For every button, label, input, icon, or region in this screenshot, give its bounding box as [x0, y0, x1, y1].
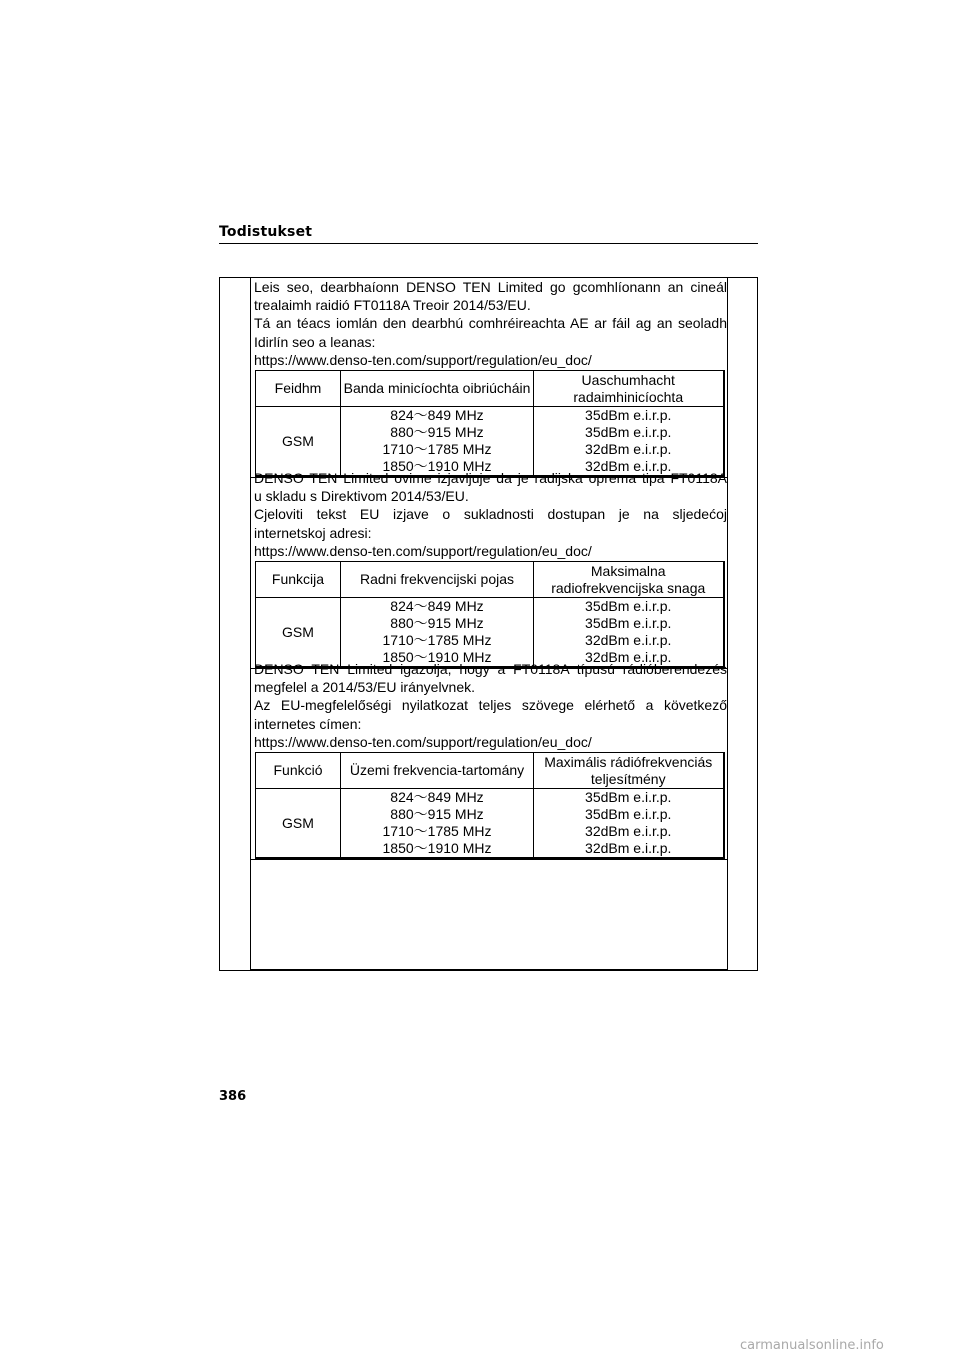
header-cell: Maksimalna radiofrekvencijska snaga: [534, 562, 724, 598]
frequency-table: [255, 561, 725, 668]
header-cell: Banda minicíochta oibriúcháin: [341, 371, 534, 407]
text-line: megfelel a 2014/53/EU irányelvnek.: [254, 679, 476, 696]
power-value: 35dBm e.i.r.p.: [585, 789, 672, 806]
band-cell: [341, 598, 534, 668]
power-value: 32dBm e.i.r.p.: [585, 649, 672, 666]
header-cell: Maximális rádiófrekvenciás teljesítmény: [534, 753, 724, 789]
power-value: 35dBm e.i.r.p.: [585, 424, 672, 441]
band-cell: [341, 407, 534, 477]
doc-url: https://www.denso-ten.com/support/regulation/eu_doc/: [254, 351, 592, 368]
power-value: 35dBm e.i.r.p.: [585, 407, 672, 424]
band-value: 1850～1910 MHz: [382, 840, 492, 857]
text-line: Idirlín seo a leanas:: [254, 333, 376, 350]
doc-url: https://www.denso-ten.com/support/regulation/eu_doc/: [254, 542, 592, 559]
band-value: 824～849 MHz: [390, 598, 484, 615]
table-header-row: [256, 371, 724, 407]
band-value: 1710～1785 MHz: [382, 823, 492, 840]
band-value: 880～915 MHz: [390, 806, 484, 823]
text-line: internetes címen:: [254, 715, 362, 732]
header-cell: Funkcija: [256, 562, 341, 598]
band-value: 1710～1785 MHz: [382, 632, 492, 649]
header-cell: Funkció: [256, 753, 341, 789]
power-value: 32dBm e.i.r.p.: [585, 823, 672, 840]
function-cell: GSM: [256, 598, 341, 668]
text-line: internetskoj adresi:: [254, 524, 372, 541]
power-value: 35dBm e.i.r.p.: [585, 598, 672, 615]
page-number: 386: [219, 1089, 247, 1104]
power-value: 32dBm e.i.r.p.: [585, 441, 672, 458]
declaration-croatian: [251, 469, 727, 669]
band-value: 824～849 MHz: [390, 407, 484, 424]
header-cell: Üzemi frekvencia-tartomány: [341, 753, 534, 789]
table-row: [256, 598, 724, 668]
header-divider: [219, 243, 758, 244]
text-line: Tá an téacs iomlán den dearbhú comhréireachta AE ar fáil ag an seoladh: [254, 315, 727, 332]
header-cell: Uaschumhacht radaimhinicíochta: [534, 371, 724, 407]
power-value: 35dBm e.i.r.p.: [585, 615, 672, 632]
power-value: 32dBm e.i.r.p.: [585, 458, 672, 475]
function-cell: GSM: [256, 407, 341, 477]
text-line: Cjeloviti tekst EU izjave o sukladnosti dostupan je na sljedećoj: [254, 506, 727, 523]
text-line: trealaimh raidió FT0118A Treoir 2014/53/EU.: [254, 297, 531, 314]
power-cell: [534, 598, 724, 668]
text-line: Az EU-megfelelőségi nyilatkozat teljes szövege elérhető a következő: [254, 697, 727, 714]
frequency-table: [255, 370, 725, 477]
header-cell: Radni frekvencijski pojas: [341, 562, 534, 598]
band-value: 824～849 MHz: [390, 789, 484, 806]
text-line: u skladu s Direktivom 2014/53/EU.: [254, 488, 469, 505]
header-cell: Feidhm: [256, 371, 341, 407]
text-line: Leis seo, dearbhaíonn DENSO TEN Limited go gcomhlíonann an cineál: [254, 279, 727, 295]
frequency-table: [255, 752, 725, 859]
power-cell: [534, 407, 724, 477]
table-row: [256, 789, 724, 859]
text-line: DENSO TEN Limited igazolja, hogy a FT0118A típusú rádióberendezés: [254, 661, 727, 677]
section-title: Todistukset: [219, 224, 313, 240]
band-value: 880～915 MHz: [390, 615, 484, 632]
power-value: 32dBm e.i.r.p.: [585, 632, 672, 649]
declaration-text: [251, 469, 727, 560]
declaration-hungarian: [251, 660, 727, 860]
watermark-link[interactable]: carmanualsonline.info: [740, 1338, 884, 1353]
declaration-irish: [251, 278, 727, 478]
table-row: [256, 407, 724, 477]
band-cell: [341, 789, 534, 859]
power-cell: [534, 789, 724, 859]
table-header-row: [256, 753, 724, 789]
band-value: 1710～1785 MHz: [382, 441, 492, 458]
band-value: 1850～1910 MHz: [382, 458, 492, 475]
power-value: 32dBm e.i.r.p.: [585, 840, 672, 857]
declaration-text: [251, 278, 727, 369]
band-value: 880～915 MHz: [390, 424, 484, 441]
doc-url: https://www.denso-ten.com/support/regulation/eu_doc/: [254, 733, 592, 750]
table-header-row: [256, 562, 724, 598]
band-value: 1850～1910 MHz: [382, 649, 492, 666]
declaration-text: [251, 660, 727, 751]
power-value: 35dBm e.i.r.p.: [585, 806, 672, 823]
function-cell: GSM: [256, 789, 341, 859]
text-line: DENSO TEN Limited ovime izjavljuje da je radijska oprema tipa FT0118A: [254, 470, 727, 486]
